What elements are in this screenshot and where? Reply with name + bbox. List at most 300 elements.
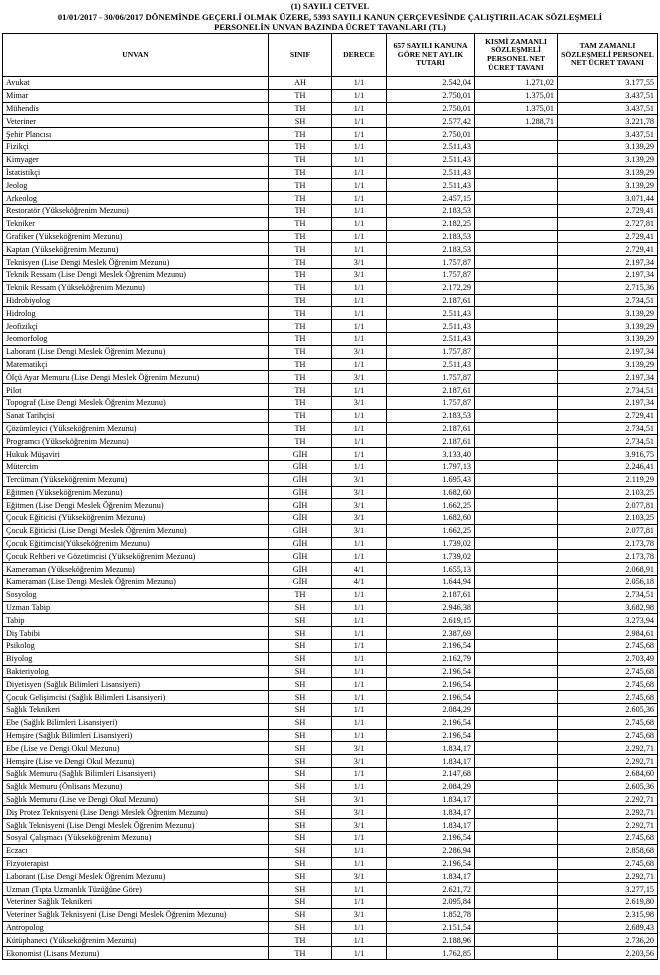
table-row <box>3 768 658 781</box>
cell-derece: 1/1 <box>332 179 387 192</box>
cell-tam-zamanli: 2.103,25 <box>558 486 658 499</box>
cell-kismi-zamanli <box>475 294 558 307</box>
cell-net-aylik: 1.757,87 <box>387 268 475 281</box>
cell-derece: 3/1 <box>332 908 387 921</box>
cell-net-aylik: 1.834,17 <box>387 870 475 883</box>
cell-net-aylik: 2.162,79 <box>387 652 475 665</box>
cell-derece: 1/1 <box>332 768 387 781</box>
cell-derece: 3/1 <box>332 755 387 768</box>
cell-sinif: GİH <box>269 448 332 461</box>
cell-kismi-zamanli <box>475 460 558 473</box>
cell-net-aylik: 1.695,43 <box>387 473 475 486</box>
cell-unvan: Hemşire (Sağlık Bilimleri Lisansiyeri) <box>3 729 269 742</box>
cell-derece: 1/1 <box>332 422 387 435</box>
table-row <box>3 742 658 755</box>
cell-tam-zamanli: 2.103,25 <box>558 512 658 525</box>
cell-net-aylik: 1.662,25 <box>387 499 475 512</box>
cell-derece: 1/1 <box>332 780 387 793</box>
cell-net-aylik: 1.757,87 <box>387 396 475 409</box>
cell-kismi-zamanli <box>475 140 558 153</box>
cell-net-aylik: 2.457,15 <box>387 192 475 205</box>
cell-net-aylik: 2.511,43 <box>387 153 475 166</box>
cell-tam-zamanli: 3.273,94 <box>558 614 658 627</box>
table-row <box>3 153 658 166</box>
cell-net-aylik: 1.757,87 <box>387 256 475 269</box>
cell-derece: 1/1 <box>332 448 387 461</box>
document-title <box>0 1 660 33</box>
cell-net-aylik: 2.183,53 <box>387 230 475 243</box>
cell-kismi-zamanli <box>475 217 558 230</box>
cell-kismi-zamanli <box>475 128 558 141</box>
cell-net-aylik: 2.387,69 <box>387 627 475 640</box>
cell-unvan: Sağlık Teknikeri <box>3 704 269 717</box>
cell-derece: 1/1 <box>332 166 387 179</box>
cell-unvan: Ölçü Ayar Memuru (Lise Dengi Meslek Öğrenim Mezunu) <box>3 371 269 384</box>
cell-net-aylik: 2.542,04 <box>387 77 475 90</box>
cell-kismi-zamanli <box>475 332 558 345</box>
cell-sinif: TH <box>269 179 332 192</box>
cell-unvan: Hidrolog <box>3 307 269 320</box>
cell-sinif: TH <box>269 934 332 947</box>
cell-tam-zamanli: 2.173,78 <box>558 550 658 563</box>
cell-derece: 3/1 <box>332 870 387 883</box>
table-row <box>3 870 658 883</box>
cell-sinif: GİH <box>269 473 332 486</box>
cell-sinif: TH <box>269 384 332 397</box>
cell-derece: 1/1 <box>332 307 387 320</box>
table-row <box>3 844 658 857</box>
cell-tam-zamanli: 2.715,36 <box>558 281 658 294</box>
cell-unvan: Tabip <box>3 614 269 627</box>
table-row <box>3 678 658 691</box>
cell-derece: 1/1 <box>332 947 387 960</box>
cell-kismi-zamanli <box>475 499 558 512</box>
cell-kismi-zamanli <box>475 166 558 179</box>
cell-tam-zamanli: 3.437,51 <box>558 128 658 141</box>
cell-kismi-zamanli <box>475 396 558 409</box>
table-row <box>3 486 658 499</box>
cell-unvan: Kaptan (Yükseköğrenim Mezunu) <box>3 243 269 256</box>
table-row <box>3 524 658 537</box>
cell-tam-zamanli: 2.077,81 <box>558 499 658 512</box>
cell-kismi-zamanli <box>475 448 558 461</box>
table-row <box>3 460 658 473</box>
cell-kismi-zamanli <box>475 435 558 448</box>
cell-kismi-zamanli <box>475 204 558 217</box>
cell-net-aylik: 2.196,54 <box>387 640 475 653</box>
cell-net-aylik: 1.834,17 <box>387 742 475 755</box>
cell-net-aylik: 2.511,43 <box>387 179 475 192</box>
cell-derece: 3/1 <box>332 499 387 512</box>
cell-derece: 1/1 <box>332 883 387 896</box>
cell-unvan: Laborant (Lise Dengi Meslek Öğrenim Mezunu) <box>3 345 269 358</box>
cell-derece: 3/1 <box>332 473 387 486</box>
cell-tam-zamanli: 2.292,71 <box>558 819 658 832</box>
cell-sinif: SH <box>269 844 332 857</box>
table-row <box>3 857 658 870</box>
cell-net-aylik: 1.757,87 <box>387 371 475 384</box>
cell-unvan: Uzman Tabip <box>3 601 269 614</box>
cell-tam-zamanli: 3.437,51 <box>558 89 658 102</box>
table-row <box>3 652 658 665</box>
cell-unvan: Diyetisyen (Sağlık Bilimleri Lisansiyeri) <box>3 678 269 691</box>
cell-net-aylik: 1.797,13 <box>387 460 475 473</box>
cell-sinif: SH <box>269 742 332 755</box>
table-row <box>3 422 658 435</box>
cell-sinif: SH <box>269 921 332 934</box>
cell-tam-zamanli: 2.729,41 <box>558 204 658 217</box>
cell-tam-zamanli: 2.077,81 <box>558 524 658 537</box>
cell-tam-zamanli: 2.056,18 <box>558 576 658 589</box>
cell-net-aylik: 2.196,54 <box>387 665 475 678</box>
table-row <box>3 704 658 717</box>
table-row <box>3 281 658 294</box>
cell-unvan: Programcı (Yükseköğrenim Mezunu) <box>3 435 269 448</box>
cell-net-aylik: 1.834,17 <box>387 755 475 768</box>
cell-unvan: Matematikçi <box>3 358 269 371</box>
cell-sinif: TH <box>269 588 332 601</box>
cell-unvan: Çocuk Gelişimcisi (Sağlık Bilimleri Lisansiyeri) <box>3 691 269 704</box>
cell-tam-zamanli: 2.605,36 <box>558 704 658 717</box>
cell-unvan: Diş Protez Teknisyeni (Lise Dengi Meslek Öğrenim Mezunu) <box>3 806 269 819</box>
table-row <box>3 588 658 601</box>
cell-tam-zamanli: 2.734,51 <box>558 588 658 601</box>
cell-net-aylik: 2.187,61 <box>387 294 475 307</box>
table-row <box>3 345 658 358</box>
cell-tam-zamanli: 2.197,34 <box>558 345 658 358</box>
cell-sinif: TH <box>269 217 332 230</box>
cell-net-aylik: 1.834,17 <box>387 793 475 806</box>
cell-tam-zamanli: 2.729,41 <box>558 230 658 243</box>
cell-net-aylik: 2.188,96 <box>387 934 475 947</box>
cell-sinif: SH <box>269 755 332 768</box>
cell-net-aylik: 2.172,29 <box>387 281 475 294</box>
cell-sinif: SH <box>269 652 332 665</box>
cell-tam-zamanli: 3.277,15 <box>558 883 658 896</box>
cell-tam-zamanli: 3.177,55 <box>558 77 658 90</box>
table-row <box>3 640 658 653</box>
cell-kismi-zamanli <box>475 588 558 601</box>
table-row <box>3 512 658 525</box>
cell-derece: 1/1 <box>332 844 387 857</box>
cell-tam-zamanli: 2.292,71 <box>558 755 658 768</box>
cell-tam-zamanli: 2.984,61 <box>558 627 658 640</box>
cell-derece: 1/1 <box>332 857 387 870</box>
cell-derece: 3/1 <box>332 524 387 537</box>
cell-tam-zamanli: 2.745,68 <box>558 716 658 729</box>
cell-derece: 1/1 <box>332 537 387 550</box>
cell-tam-zamanli: 2.745,68 <box>558 832 658 845</box>
table-row <box>3 332 658 345</box>
cell-unvan: Sosyal Çalışmacı (Yükseköğrenim Mezunu) <box>3 832 269 845</box>
table-header-row <box>3 34 658 77</box>
cell-derece: 1/1 <box>332 588 387 601</box>
cell-kismi-zamanli <box>475 640 558 653</box>
cell-unvan: Laborant (Lise Dengi Meslek Öğrenim Mezunu) <box>3 870 269 883</box>
cell-unvan: Bakteriyolog <box>3 665 269 678</box>
cell-kismi-zamanli <box>475 627 558 640</box>
table-row <box>3 140 658 153</box>
cell-net-aylik: 2.147,68 <box>387 768 475 781</box>
cell-kismi-zamanli <box>475 857 558 870</box>
cell-tam-zamanli: 3.139,29 <box>558 166 658 179</box>
cell-net-aylik: 2.187,61 <box>387 588 475 601</box>
cell-net-aylik: 2.750,01 <box>387 89 475 102</box>
cell-unvan: Eğitmen (Yükseköğrenim Mezunu) <box>3 486 269 499</box>
cell-unvan: Çözümleyici (Yükseköğrenim Mezunu) <box>3 422 269 435</box>
cell-sinif: TH <box>269 409 332 422</box>
table-row <box>3 934 658 947</box>
cell-net-aylik: 2.577,42 <box>387 115 475 128</box>
cell-kismi-zamanli <box>475 256 558 269</box>
cell-kismi-zamanli <box>475 832 558 845</box>
cell-derece: 1/1 <box>332 332 387 345</box>
cell-derece: 1/1 <box>332 921 387 934</box>
cell-unvan: Ebe (Sağlık Bilimleri Lisansiyeri) <box>3 716 269 729</box>
table-row <box>3 627 658 640</box>
cell-tam-zamanli: 2.605,36 <box>558 780 658 793</box>
cell-net-aylik: 2.183,53 <box>387 243 475 256</box>
cell-sinif: TH <box>269 204 332 217</box>
cell-tam-zamanli: 3.071,44 <box>558 192 658 205</box>
cell-tam-zamanli: 2.745,68 <box>558 678 658 691</box>
cell-sinif: TH <box>269 358 332 371</box>
cell-kismi-zamanli <box>475 384 558 397</box>
cell-derece: 1/1 <box>332 934 387 947</box>
cell-tam-zamanli: 2.197,34 <box>558 396 658 409</box>
cell-sinif: SH <box>269 704 332 717</box>
cell-sinif: TH <box>269 230 332 243</box>
cell-kismi-zamanli <box>475 742 558 755</box>
cell-tam-zamanli: 2.703,49 <box>558 652 658 665</box>
cell-kismi-zamanli <box>475 652 558 665</box>
cell-kismi-zamanli <box>475 780 558 793</box>
cell-kismi-zamanli <box>475 755 558 768</box>
table-row <box>3 896 658 909</box>
cell-derece: 1/1 <box>332 435 387 448</box>
cell-kismi-zamanli <box>475 870 558 883</box>
cell-derece: 4/1 <box>332 576 387 589</box>
cell-tam-zamanli: 2.745,68 <box>558 729 658 742</box>
cell-net-aylik: 2.511,43 <box>387 140 475 153</box>
cell-net-aylik: 2.084,29 <box>387 780 475 793</box>
table-row <box>3 396 658 409</box>
cell-net-aylik: 2.196,54 <box>387 678 475 691</box>
cell-kismi-zamanli <box>475 947 558 960</box>
header-kismi-zamanli: KISMİ ZAMANLI SÖZLEŞMELİ PERSONEL NET ÜCRET TAVANI <box>475 34 558 77</box>
table-row <box>3 947 658 960</box>
cell-kismi-zamanli <box>475 563 558 576</box>
cell-derece: 1/1 <box>332 204 387 217</box>
cell-unvan: Sağlık Memuru (Sağlık Bilimleri Lisansiyeri) <box>3 768 269 781</box>
cell-derece: 1/1 <box>332 652 387 665</box>
cell-unvan: İstatistikçi <box>3 166 269 179</box>
cell-unvan: Çocuk Eğiticisi (Yükseköğrenim Mezunu) <box>3 512 269 525</box>
cell-net-aylik: 2.182,25 <box>387 217 475 230</box>
cell-tam-zamanli: 3.437,51 <box>558 102 658 115</box>
cell-sinif: SH <box>269 665 332 678</box>
header-sinif: SINIF <box>269 34 332 77</box>
cell-sinif: TH <box>269 192 332 205</box>
cell-kismi-zamanli <box>475 537 558 550</box>
cell-net-aylik: 2.095,84 <box>387 896 475 909</box>
cell-unvan: Teknisyen (Lise Dengi Meslek Öğrenim Mezunu) <box>3 256 269 269</box>
cell-sinif: SH <box>269 729 332 742</box>
cell-tam-zamanli: 2.734,51 <box>558 294 658 307</box>
cell-tam-zamanli: 2.745,68 <box>558 640 658 653</box>
cell-derece: 3/1 <box>332 396 387 409</box>
cell-tam-zamanli: 3.916,75 <box>558 448 658 461</box>
cell-derece: 3/1 <box>332 371 387 384</box>
cell-net-aylik: 2.084,29 <box>387 704 475 717</box>
cell-unvan: Ebe (Lise ve Dengi Okul Mezunu) <box>3 742 269 755</box>
cell-derece: 1/1 <box>332 153 387 166</box>
cell-sinif: SH <box>269 883 332 896</box>
cell-kismi-zamanli: 1.375,01 <box>475 102 558 115</box>
cell-net-aylik: 1.762,85 <box>387 947 475 960</box>
cell-derece: 1/1 <box>332 294 387 307</box>
cell-sinif: TH <box>269 396 332 409</box>
cell-unvan: Hemşire (Lise ve Dengi Okul Mezunu) <box>3 755 269 768</box>
table-row <box>3 691 658 704</box>
cell-tam-zamanli: 2.292,71 <box>558 870 658 883</box>
cell-derece: 3/1 <box>332 806 387 819</box>
cell-kismi-zamanli <box>475 230 558 243</box>
cell-unvan: Teknik Ressam (Lise Dengi Meslek Öğrenim Mezunu) <box>3 268 269 281</box>
cell-derece: 1/1 <box>332 627 387 640</box>
cell-net-aylik: 2.196,54 <box>387 832 475 845</box>
cell-tam-zamanli: 2.734,51 <box>558 384 658 397</box>
cell-net-aylik: 2.511,43 <box>387 307 475 320</box>
cell-tam-zamanli: 2.173,78 <box>558 537 658 550</box>
cell-derece: 1/1 <box>332 192 387 205</box>
cell-sinif: TH <box>269 371 332 384</box>
cell-net-aylik: 2.196,54 <box>387 716 475 729</box>
cell-sinif: SH <box>269 115 332 128</box>
cell-net-aylik: 1.644,94 <box>387 576 475 589</box>
cell-derece: 3/1 <box>332 256 387 269</box>
table-row <box>3 716 658 729</box>
cell-derece: 1/1 <box>332 217 387 230</box>
cell-tam-zamanli: 3.139,29 <box>558 153 658 166</box>
cell-sinif: TH <box>269 166 332 179</box>
cell-derece: 1/1 <box>332 128 387 141</box>
cell-net-aylik: 2.750,01 <box>387 102 475 115</box>
table-row <box>3 755 658 768</box>
cell-unvan: Kütüphaneci (Yükseköğrenim Mezunu) <box>3 934 269 947</box>
cell-tam-zamanli: 2.729,41 <box>558 409 658 422</box>
cell-kismi-zamanli <box>475 614 558 627</box>
cell-net-aylik: 2.196,54 <box>387 729 475 742</box>
cell-net-aylik: 2.196,54 <box>387 857 475 870</box>
cell-kismi-zamanli <box>475 550 558 563</box>
table-row <box>3 537 658 550</box>
cell-kismi-zamanli <box>475 768 558 781</box>
table-row <box>3 601 658 614</box>
cell-sinif: GİH <box>269 576 332 589</box>
cell-net-aylik: 2.511,43 <box>387 358 475 371</box>
cell-kismi-zamanli <box>475 704 558 717</box>
cell-derece: 3/1 <box>332 742 387 755</box>
cell-net-aylik: 2.286,94 <box>387 844 475 857</box>
cell-unvan: Eczacı <box>3 844 269 857</box>
cell-tam-zamanli: 2.315,98 <box>558 908 658 921</box>
cell-kismi-zamanli <box>475 844 558 857</box>
cell-sinif: TH <box>269 128 332 141</box>
cell-tam-zamanli: 2.292,71 <box>558 793 658 806</box>
cell-sinif: GİH <box>269 524 332 537</box>
cell-unvan: Şehir Plancısı <box>3 128 269 141</box>
cell-derece: 3/1 <box>332 345 387 358</box>
cell-sinif: TH <box>269 268 332 281</box>
cell-derece: 3/1 <box>332 486 387 499</box>
cell-net-aylik: 2.183,53 <box>387 409 475 422</box>
cell-derece: 1/1 <box>332 384 387 397</box>
cell-unvan: Veteriner Sağlık Teknikeri <box>3 896 269 909</box>
cell-sinif: TH <box>269 307 332 320</box>
salary-table <box>2 33 658 960</box>
cell-kismi-zamanli <box>475 793 558 806</box>
cell-derece: 1/1 <box>332 358 387 371</box>
cell-kismi-zamanli <box>475 678 558 691</box>
table-row <box>3 908 658 921</box>
cell-sinif: TH <box>269 102 332 115</box>
table-row <box>3 128 658 141</box>
cell-unvan: Sanat Tarihçisi <box>3 409 269 422</box>
cell-kismi-zamanli <box>475 883 558 896</box>
cell-unvan: Mimar <box>3 89 269 102</box>
cell-derece: 1/1 <box>332 460 387 473</box>
cell-derece: 1/1 <box>332 320 387 333</box>
cell-unvan: Diş Tabibi <box>3 627 269 640</box>
cell-sinif: GİH <box>269 460 332 473</box>
cell-kismi-zamanli <box>475 409 558 422</box>
cell-kismi-zamanli <box>475 908 558 921</box>
cell-kismi-zamanli <box>475 806 558 819</box>
cell-derece: 1/1 <box>332 550 387 563</box>
table-row <box>3 614 658 627</box>
cell-sinif: TH <box>269 947 332 960</box>
cell-unvan: Kameraman (Lise Dengi Meslek Öğrenim Mezunu) <box>3 576 269 589</box>
cell-derece: 1/1 <box>332 409 387 422</box>
table-row <box>3 729 658 742</box>
cell-derece: 1/1 <box>332 77 387 90</box>
cell-derece: 1/1 <box>332 140 387 153</box>
table-row <box>3 780 658 793</box>
cell-kismi-zamanli <box>475 345 558 358</box>
cell-kismi-zamanli <box>475 524 558 537</box>
table-row <box>3 217 658 230</box>
cell-kismi-zamanli <box>475 576 558 589</box>
cell-sinif: SH <box>269 614 332 627</box>
cell-kismi-zamanli <box>475 179 558 192</box>
cell-unvan: Eğitmen (Lise Dengi Meslek Öğrenim Mezunu) <box>3 499 269 512</box>
cell-sinif: SH <box>269 691 332 704</box>
cell-sinif: TH <box>269 243 332 256</box>
table-row <box>3 243 658 256</box>
cell-net-aylik: 2.511,43 <box>387 332 475 345</box>
cell-sinif: SH <box>269 806 332 819</box>
cell-unvan: Hidrobiyolog <box>3 294 269 307</box>
cell-unvan: Tekniker <box>3 217 269 230</box>
cell-derece: 1/1 <box>332 691 387 704</box>
cell-tam-zamanli: 2.203,56 <box>558 947 658 960</box>
cell-derece: 1/1 <box>332 230 387 243</box>
cell-kismi-zamanli <box>475 371 558 384</box>
cell-tam-zamanli: 2.745,68 <box>558 857 658 870</box>
cell-tam-zamanli: 2.729,41 <box>558 243 658 256</box>
cell-sinif: TH <box>269 294 332 307</box>
